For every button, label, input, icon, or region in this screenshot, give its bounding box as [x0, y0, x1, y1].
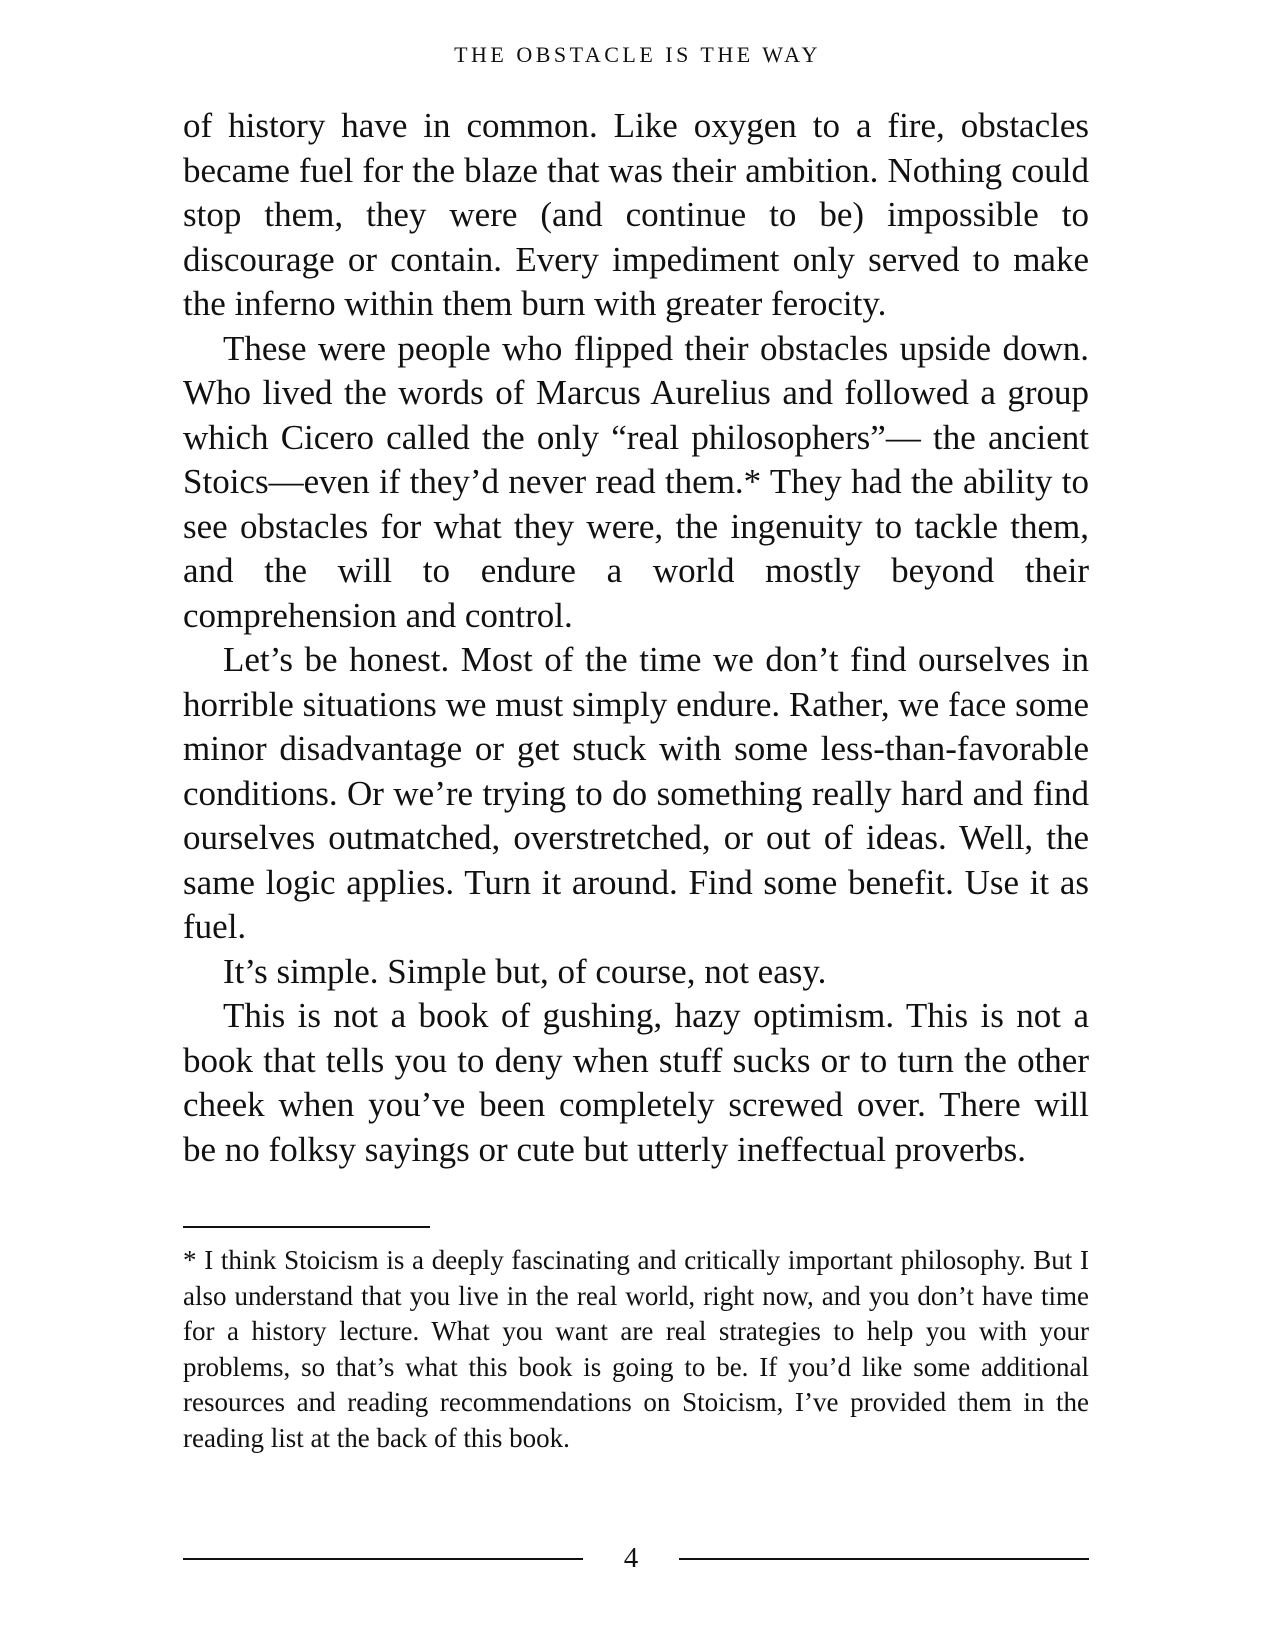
footnote [183, 1243, 1089, 1457]
paragraph-3: Let’s be honest. Most of the time we don’t find ourselves in horrible situations we must simply endure. Rather, we face some minor disadvantage or get stuck with some less-than-favorable conditions. Or we’re trying to do something really hard and find ourselves outmatched, overstretched, or out of ideas. Well, the same logic applies. Turn it around. Find some benefit. Use it as fuel. [183, 640, 1089, 946]
paragraph-5: This is not a book of gushing, hazy optimism. This is not a book that tells you to deny when stuff sucks or to turn the other cheek when you’ve been completely screwed over. There will be no folksy sayings or cute but utterly ineffectual proverbs. [183, 996, 1089, 1169]
paragraph-1: of history have in common. Like oxygen to a fire, obstacles became fuel for the blaze that was their ambition. Nothing could stop them, they were (and continue to be) impossible to discourage or contain. Every impediment only served to make the inferno within them burn with greater ferocity. [183, 106, 1089, 323]
paragraph-4: It’s simple. Simple but, of course, not easy. [223, 951, 827, 991]
body-text [183, 104, 1089, 1172]
footnote-divider [183, 1226, 430, 1228]
footer-rule-right [679, 1558, 1089, 1560]
footer-rule-left [183, 1558, 583, 1560]
footnote-text: * I think Stoicism is a deeply fascinating and critically important philosophy. But I also understand that you live in the real world, right now, and you don’t have time for a history lecture. What you want are real strategies to help you with your problems, so that’s what this book is going to be. If you’d like some additional resources and reading recommendations on Stoicism, I’ve provided them in the reading list at the back of this book. [183, 1245, 1089, 1453]
page-number: 4 [623, 1542, 639, 1574]
page-footer [183, 1538, 1089, 1578]
running-head-title: THE OBSTACLE IS THE WAY [454, 42, 821, 67]
paragraph-2: These were people who flipped their obstacles upside down. Who lived the words of Marcus Aurelius and followed a group which Cicero called the only “real philosophers”— the ancient Stoics—even if they’d never read them.* They had the ability to see obstacles for what they were, the ingenuity to tackle them, and the will to endure a world mostly beyond their comprehension and control. [183, 328, 1089, 635]
